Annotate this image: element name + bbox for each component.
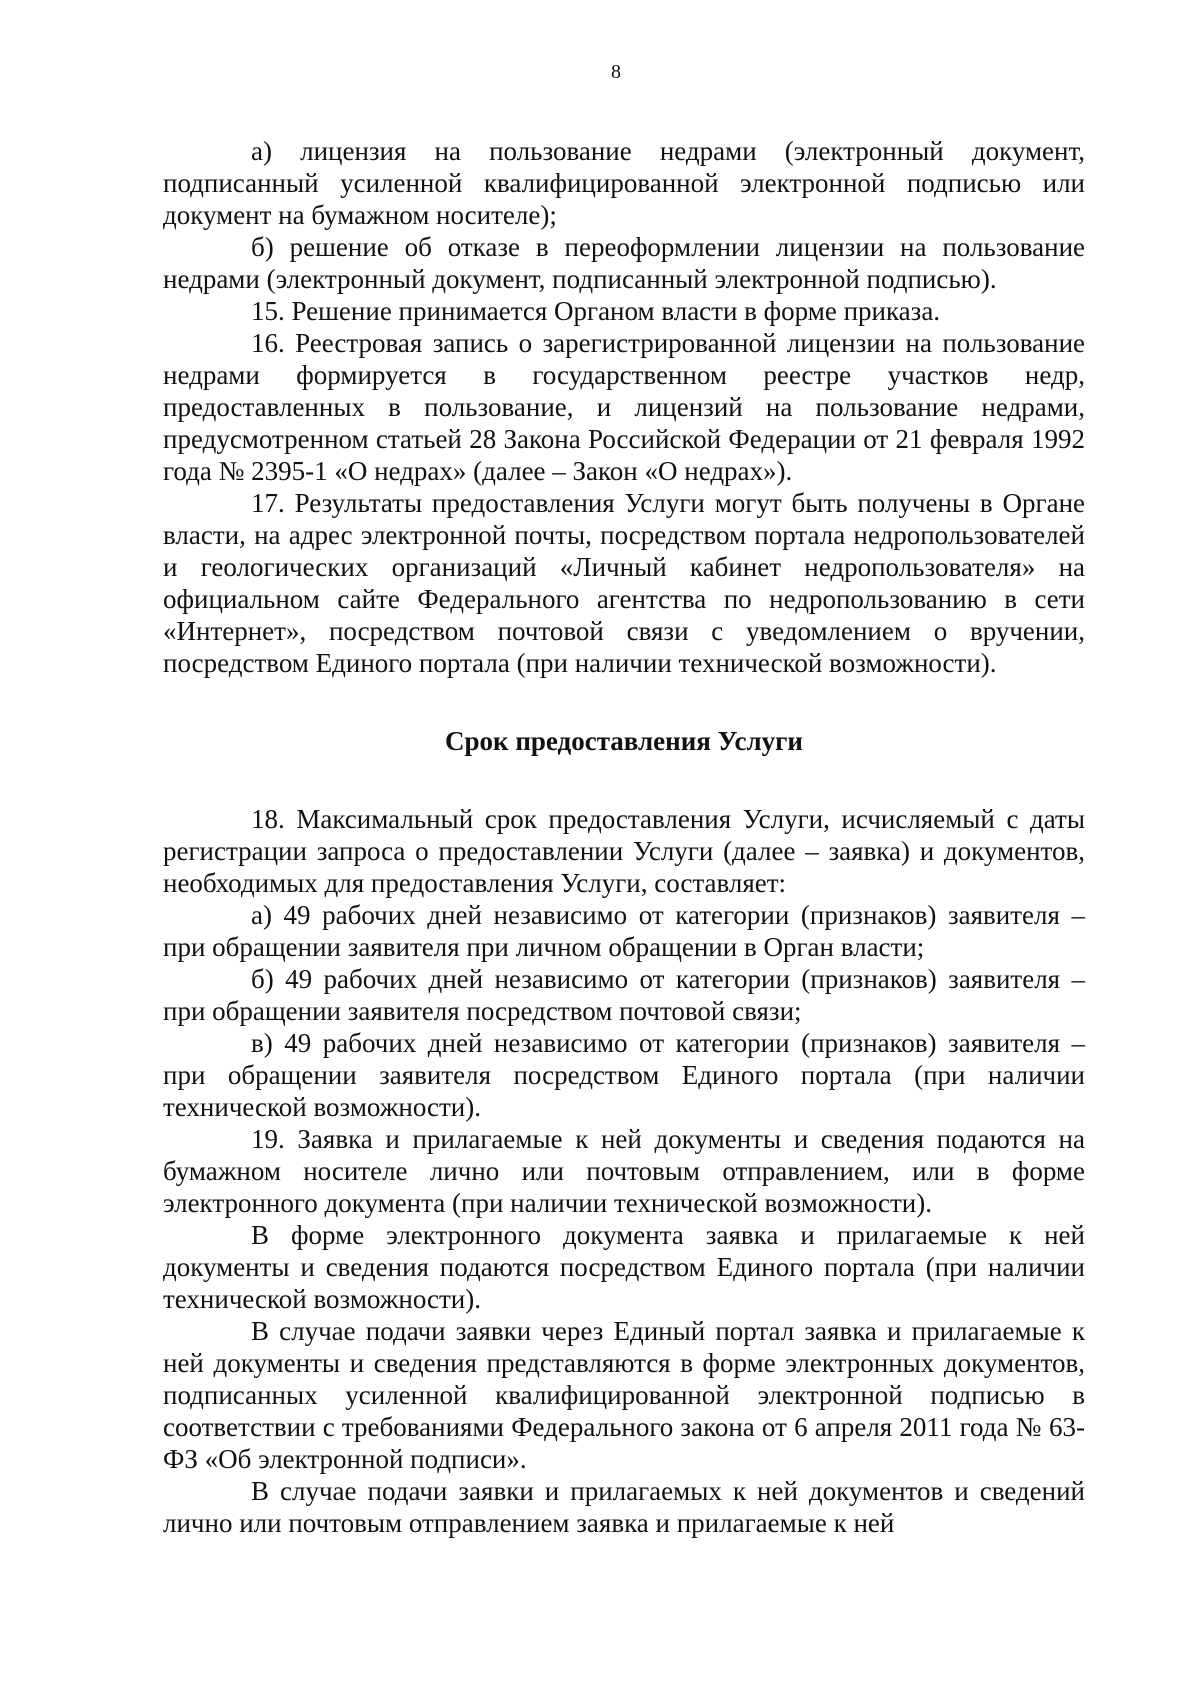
paragraph-15: 15. Решение принимается Органом власти в форме приказа.: [251, 296, 941, 326]
paragraph-18b: б) 49 рабочих дней независимо от категории (признаков) заявителя – при обращении заявителя посредством почтовой связи;: [163, 964, 1085, 1026]
paragraph-19-in-person-or-mail: В случае подачи заявки и прилагаемых к ней документов и сведений лично или почтовым отправлением заявка и прилагаемые к ней: [163, 1476, 1085, 1538]
paragraph-16: 16. Реестровая запись о зарегистрированной лицензии на пользование недрами формируется в государственном реестре участков недр, предоставленных в пользование, и лицензий на пользование недрами, предусмотренном статьей 28 Закона Российской Федерации от 21 февраля 1992 года № 2395-1 «О недрах» (далее – Закон «О недрах»).: [163, 328, 1085, 486]
paragraph-19-unified-portal: В случае подачи заявки через Единый портал заявка и прилагаемые к ней документы и сведения представляются в форме электронных документов, подписанных усиленной квалифицированной электронной подписью в соответствии с требованиями Федерального закона от 6 апреля 2011 года № 63-ФЗ «Об электронной подписи».: [163, 1316, 1085, 1474]
paragraph-19: 19. Заявка и прилагаемые к ней документы и сведения подаются на бумажном носителе лично или почтовым отправлением, или в форме электронного документа (при наличии технической возможности).: [163, 1124, 1085, 1218]
paragraph-18: 18. Максимальный срок предоставления Услуги, исчисляемый с даты регистрации запроса о предоставлении Услуги (далее – заявка) и документов, необходимых для предоставления Услуги, составляет:: [163, 804, 1085, 898]
paragraph-18a: а) 49 рабочих дней независимо от категории (признаков) заявителя – при обращении заявителя при личном обращении в Орган власти;: [163, 900, 1085, 962]
paragraph-14a: а) лицензия на пользование недрами (электронный документ, подписанный усиленной квалифицированной электронной подписью или документ на бумажном носителе);: [163, 136, 1085, 230]
paragraph-14b: б) решение об отказе в переоформлении лицензии на пользование недрами (электронный документ, подписанный электронной подписью).: [163, 232, 1085, 294]
document-body: [163, 135, 1085, 1539]
paragraph-19-electronic-form: В форме электронного документа заявка и прилагаемые к ней документы и сведения подаются посредством Единого портала (при наличии технической возможности).: [163, 1220, 1085, 1314]
paragraph-18c: в) 49 рабочих дней независимо от категории (признаков) заявителя – при обращении заявителя посредством Единого портала (при наличии технической возможности).: [163, 1028, 1085, 1122]
page-number: 8: [611, 61, 621, 83]
paragraph-17: 17. Результаты предоставления Услуги могут быть получены в Органе власти, на адрес электронной почты, посредством портала недропользователей и геологических организаций «Личный кабинет недропользователя» на официальном сайте Федерального агентства по недропользованию в сети «Интернет», посредством почтовой связи с уведомлением о вручении, посредством Единого портала (при наличии технической возможности).: [163, 488, 1085, 678]
section-heading: Срок предоставления Услуги: [445, 726, 803, 756]
